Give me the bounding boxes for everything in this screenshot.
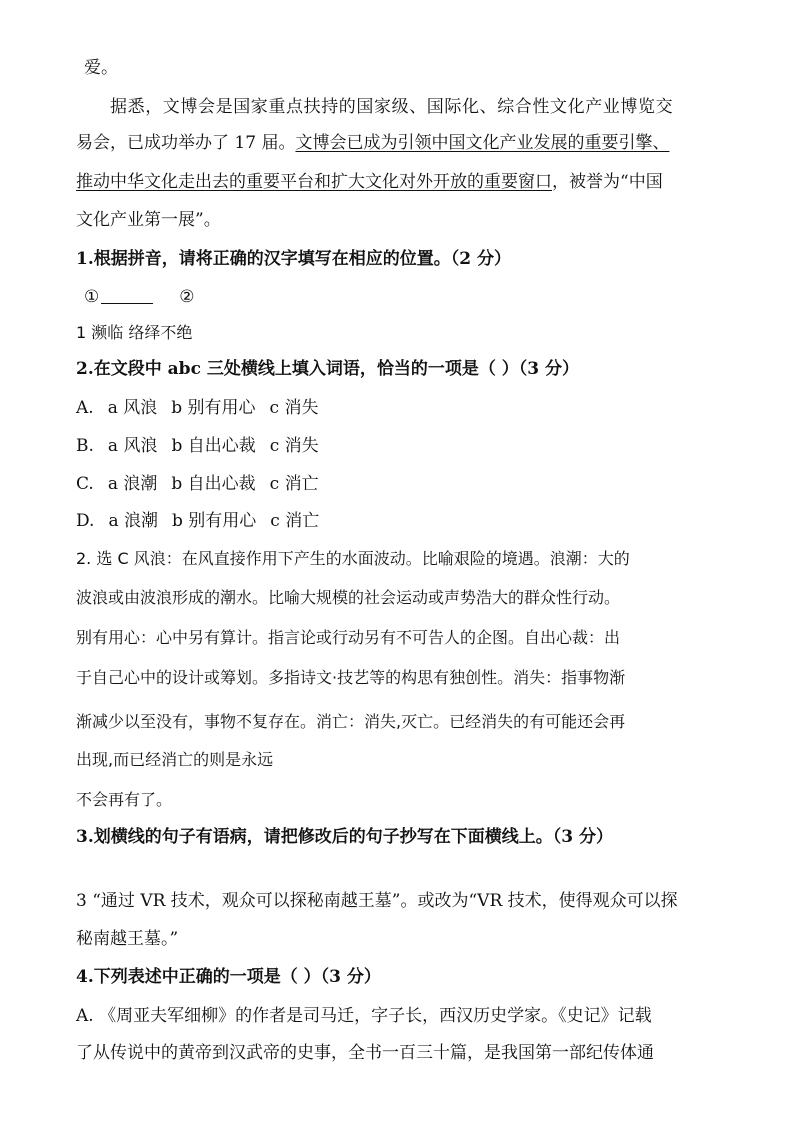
question-2-answer-line: 别有用心：心中另有算计。指言论或行动另有不可告人的企图。自出心裁：出 [76, 628, 621, 647]
option-letter: C. [76, 474, 94, 494]
question-2-option-d [76, 510, 319, 532]
option-b-word: b 自出心裁 [171, 436, 256, 456]
blank-1-label: ① [84, 287, 100, 307]
question-3-title: 3.划横线的句子有语病，请把修改后的句子抄写在下面横线上。（3 分） [76, 827, 613, 847]
blank-2-label: ② [179, 287, 195, 307]
question-2-option-b [76, 435, 319, 457]
option-c-word: c 消失 [269, 436, 319, 456]
option-b-word: b 别有用心 [171, 398, 256, 418]
option-letter: D. [76, 511, 95, 531]
question-2-option-a [76, 397, 318, 419]
question-2-answer-line: 波浪或由波浪形成的潮水。比喻大规模的社会运动或声势浩大的群众性行动。 [76, 588, 621, 607]
passage-line-4: 文化产业第一展”。 [76, 210, 221, 230]
question-2-answer-line: 渐减少以至没有，事物不复存在。消亡：消失,灭亡。已经消失的有可能还会再 [76, 712, 626, 731]
question-2-answer-line: 2. 选 C 风浪：在风直接作用下产生的水面波动。比喻艰险的境遇。浪潮：大的 [76, 549, 630, 568]
option-c-word: c 消亡 [270, 511, 320, 531]
option-b-word: b 别有用心 [171, 511, 257, 531]
passage-line-2-text: 易会，已成功举办了 17 届。 [76, 133, 296, 153]
question-1-title: 1.根据拼音，请将正确的汉字填写在相应的位置。（2 分） [76, 249, 511, 269]
question-2-option-c [76, 473, 319, 495]
blank-1-line [101, 287, 153, 304]
option-letter: A. [76, 398, 94, 418]
question-3-answer-line: 3 “通过 VR 技术，观众可以探秘南越王墓”。或改为“VR 技术，使得观众可以探 [76, 891, 678, 911]
question-3-answer-line: 秘南越王墓。” [76, 929, 179, 949]
question-2-answer-line: 出现,而已经消亡的则是永远 [76, 750, 274, 769]
question-1-answer: 1 濒临 络绎不绝 [76, 323, 193, 342]
option-a-word: a 风浪 [107, 398, 158, 418]
question-4-option-line: 了从传说中的黄帝到汉武帝的史事，全书一百三十篇，是我国第一部纪传体通 [76, 1043, 654, 1063]
underlined-sentence-part-2: 推动中华文化走出去的重要平台和扩大文化对外开放的重要窗口 [76, 172, 552, 192]
passage-line-3-text: ，被誉为“中国 [552, 172, 663, 192]
underlined-sentence-part-1: 文博会已成为引领中国文化产业发展的重要引擎、 [295, 133, 670, 153]
question-4-option-line: A. 《周亚夫军细柳》的作者是司马迁，字子长，西汉历史学家。《史记》记载 [76, 1006, 652, 1026]
passage-line-0: 爱。 [84, 58, 118, 78]
question-1-blanks [84, 286, 195, 308]
question-2-answer-line: 于自己心中的设计或筹划。多指诗文·技艺等的构思有独创性。消失：指事物渐 [76, 668, 626, 687]
option-a-word: a 浪潮 [108, 511, 158, 531]
option-b-word: b 自出心裁 [171, 474, 256, 494]
question-2-answer-line: 不会再有了。 [76, 790, 173, 809]
question-4-title: 4.下列表述中正确的一项是（ ）（3 分） [76, 967, 381, 987]
passage-line-3 [76, 171, 663, 193]
option-letter: B. [76, 436, 94, 456]
option-a-word: a 风浪 [107, 436, 158, 456]
option-a-word: a 浪潮 [107, 474, 158, 494]
option-c-word: c 消失 [269, 398, 319, 418]
passage-line-2 [76, 132, 669, 154]
option-c-word: c 消亡 [269, 474, 319, 494]
passage-line-1: 据悉，文博会是国家重点扶持的国家级、国际化、综合性文化产业博览交 [110, 97, 674, 117]
question-2-title: 2.在文段中 abc 三处横线上填入词语，恰当的一项是（ ）（3 分） [76, 359, 580, 379]
